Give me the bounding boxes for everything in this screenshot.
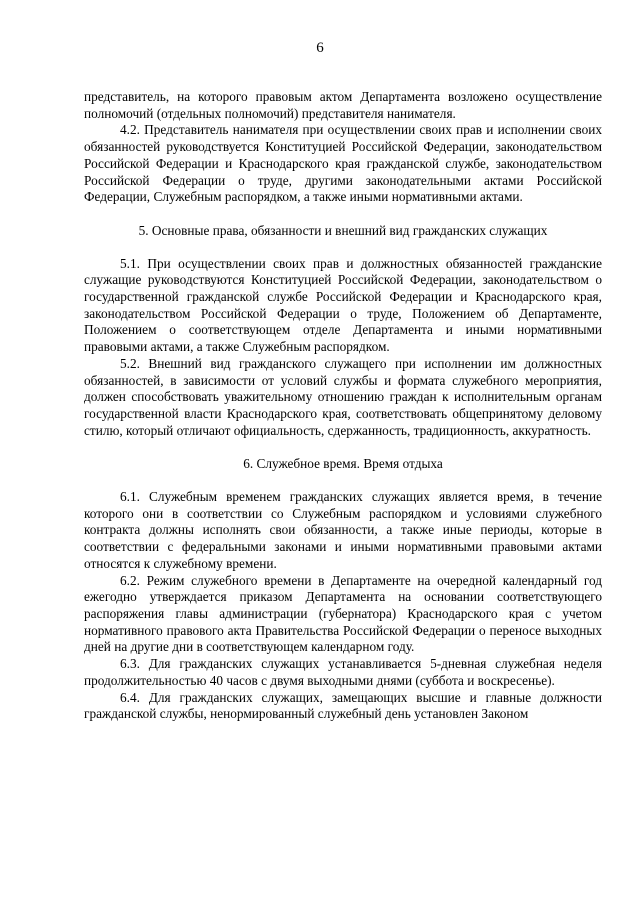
paragraph-6-3: 6.3. Для гражданских служащих устанавливается 5-дневная служебная неделя продолжительностью 40 часов с двумя выходными днями (суббота и воскресенье). [84, 656, 602, 688]
document-body [84, 89, 602, 723]
paragraph-5-1: 5.1. При осуществлении своих прав и должностных обязанностей гражданские служащие руководствуются Конституцией Российской Федерации, законодательством о государственной гражданской службе Российской Федерации и Краснодарского края, законодательством Российской Федерации о труде, Положением об Департаменте, Положением о соответствующем отделе Департамента и иными нормативными правовыми актами, а также Служебным распорядком. [84, 255, 602, 355]
paragraph-5-2: 5.2. Внешний вид гражданского служащего при исполнении им должностных обязанностей, в зависимости от условий службы и формата служебного мероприятия, должен способствовать уважительному отношению граждан к исполнительным органам государственной власти Краснодарского края, соответствовать общепринятому деловому стилю, который отличают официальность, сдержанность, традиционность, аккуратность. [84, 355, 602, 438]
paragraph-6-4: 6.4. Для гражданских служащих, замещающих высшие и главные должности гражданской службы, ненормированный служебный день установлен Законом [84, 689, 602, 722]
section-heading-5: 5. Основные права, обязанности и внешний вид гражданских служащих [138, 222, 548, 238]
page-number: 6 [316, 40, 324, 56]
paragraph-continuation: представитель, на которого правовым актом Департамента возложено осуществление полномочий (отдельных полномочий) представителя нанимателя. [84, 89, 602, 121]
section-heading-6: 6. Служебное время. Время отдыха [243, 456, 443, 472]
paragraph-6-1: 6.1. Служебным временем гражданских служащих является время, в течение которого они в соответствии со Служебным распорядком и условиями служебного контракта должны исполнять свои обязанности, а также иные периоды, которые в соответствии с федеральными законами и иными нормативными правовыми актами относятся к служебному времени. [84, 489, 602, 571]
paragraph-4-2: 4.2. Представитель нанимателя при осуществлении своих прав и исполнении своих обязанностей руководствуется Конституцией Российской Федерации, законодательством Российской Федерации и Краснодарского края гражданской службе, законодательством Российской Федерации о труде, другими законодательными актами Российской Федерации, Служебным распорядком, а также иными нормативными актами. [84, 122, 602, 205]
paragraph-6-2: 6.2. Режим служебного времени в Департаменте на очередной календарный год ежегодно утверждается приказом Департамента на основании соответствующего распоряжения главы администрации (губернатора) Краснодарского края с учетом нормативного правового акта Правительства Российской Федерации о переносе выходных дней на другие дни в соответствующем календарном году. [84, 572, 602, 655]
